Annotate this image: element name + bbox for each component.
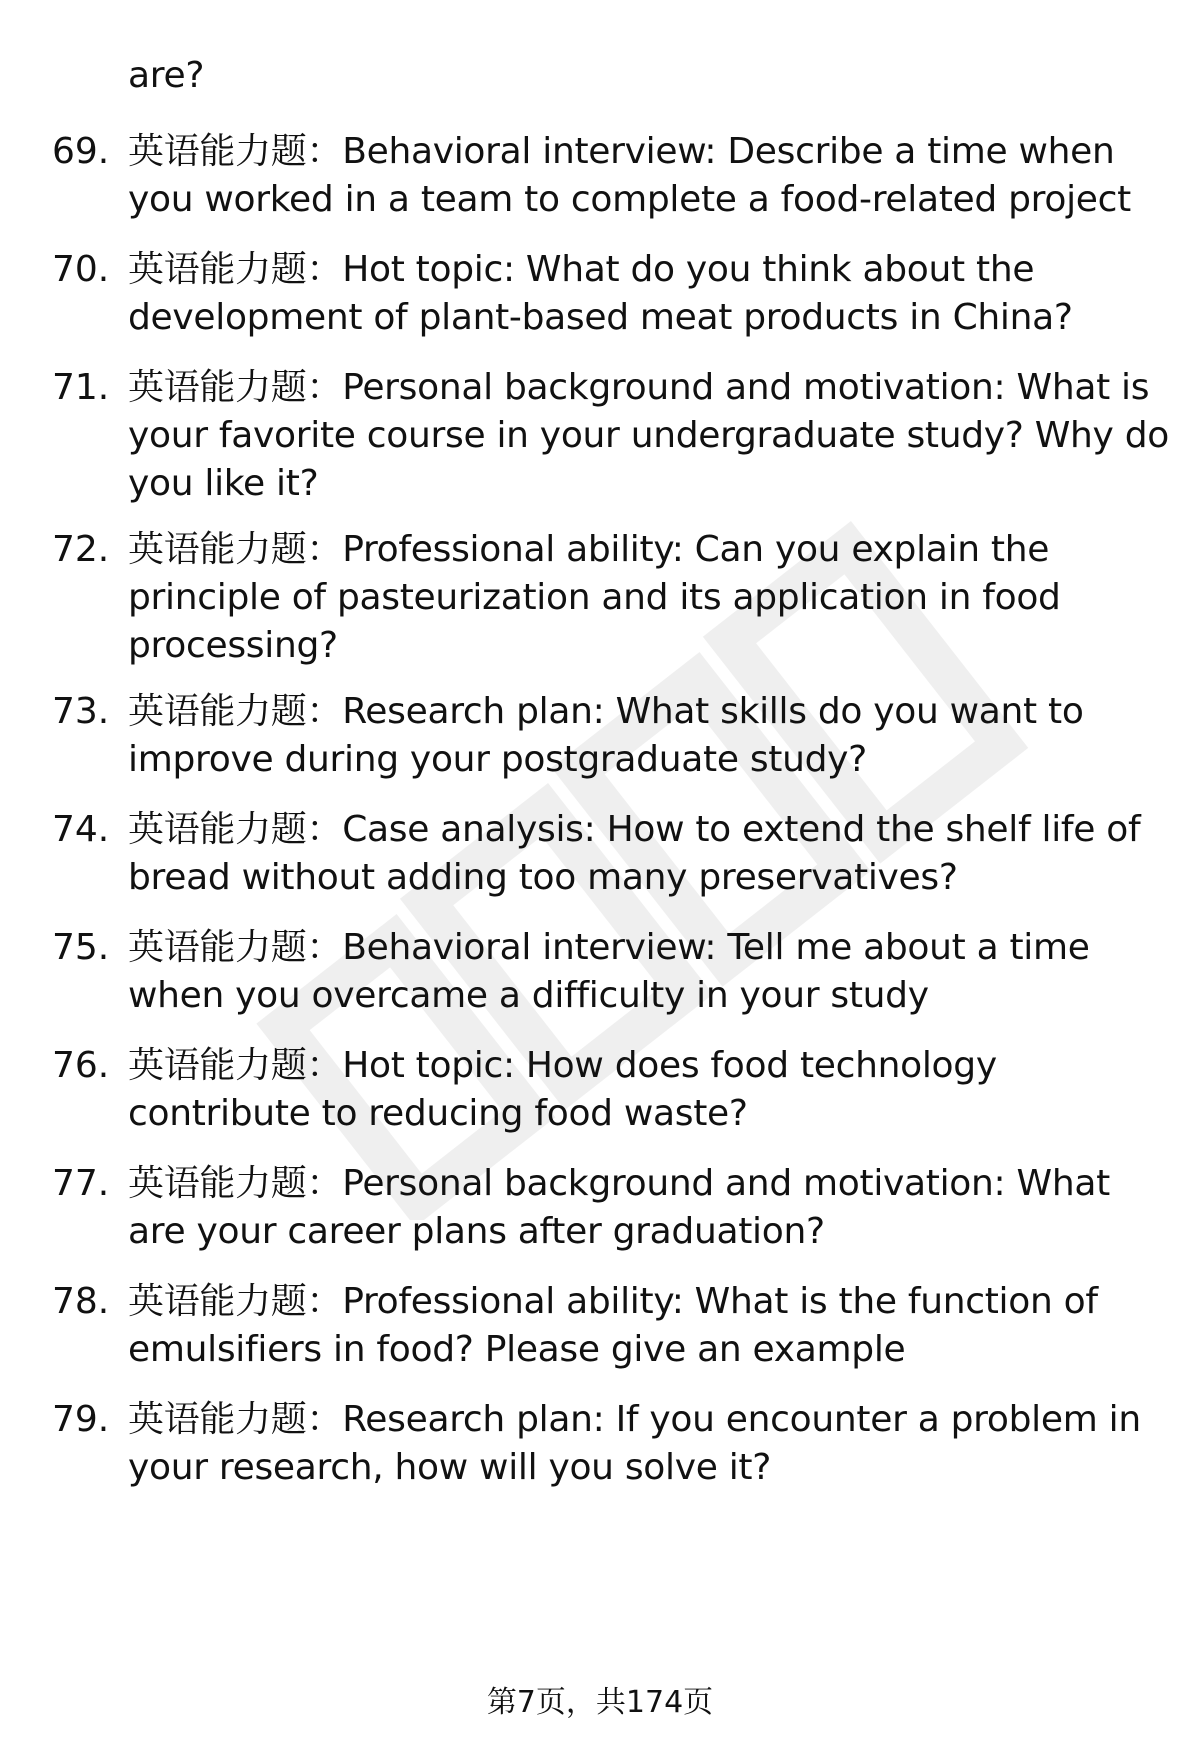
question-text-line: 英语能力题：Behavioral interview: Tell me about a time xyxy=(128,927,1090,968)
question-text-line: 英语能力题：Research plan: If you encounter a problem in xyxy=(128,1399,1141,1440)
question-text-line: 英语能力题：Personal background and motivation: What xyxy=(128,1163,1110,1204)
question-text-line: are your career plans after graduation? xyxy=(128,1211,825,1252)
question-text xyxy=(128,526,1158,670)
question-text xyxy=(128,1042,1158,1138)
question-number: 69. xyxy=(52,131,110,172)
question-text-line: contribute to reducing food waste? xyxy=(128,1093,748,1134)
question-text-line: improve during your postgraduate study? xyxy=(128,739,867,780)
question-text xyxy=(128,1160,1158,1256)
question-text-line: your research, how will you solve it? xyxy=(128,1447,772,1488)
question-text xyxy=(128,246,1158,342)
question-number: 72. xyxy=(52,529,110,570)
question-text-line: 英语能力题：Hot topic: What do you think about the xyxy=(128,249,1035,290)
question-text-line: 英语能力题：Behavioral interview: Describe a time when xyxy=(128,131,1115,172)
question-text xyxy=(128,128,1158,224)
question-text-line: 英语能力题：Professional ability: What is the function of xyxy=(128,1281,1098,1322)
question-text-line: emulsifiers in food? Please give an example xyxy=(128,1329,906,1370)
question-text-line: you worked in a team to complete a food-related project xyxy=(128,179,1131,220)
continuation-text: are? xyxy=(128,55,205,96)
question-text-line: 英语能力题：Professional ability: Can you explain the xyxy=(128,529,1050,570)
question-text xyxy=(128,688,1158,784)
question-text-line: processing? xyxy=(128,625,338,666)
question-number: 70. xyxy=(52,249,110,290)
question-number: 76. xyxy=(52,1045,110,1086)
question-text-line: 英语能力题：Hot topic: How does food technology xyxy=(128,1045,997,1086)
question-text xyxy=(128,1278,1158,1374)
question-text-line: 英语能力题：Case analysis: How to extend the shelf life of xyxy=(128,809,1141,850)
question-number: 79. xyxy=(52,1399,110,1440)
question-number: 78. xyxy=(52,1281,110,1322)
question-text-line: development of plant-based meat products in China? xyxy=(128,297,1073,338)
question-text xyxy=(128,1396,1158,1492)
question-text-line: you like it? xyxy=(128,463,319,504)
question-number: 73. xyxy=(52,691,110,732)
question-number: 75. xyxy=(52,927,110,968)
question-text-line: when you overcame a difficulty in your study xyxy=(128,975,929,1016)
question-number: 74. xyxy=(52,809,110,850)
question-text-line: 英语能力题：Research plan: What skills do you want to xyxy=(128,691,1084,732)
question-text-line: bread without adding too many preservatives? xyxy=(128,857,958,898)
question-number: 77. xyxy=(52,1163,110,1204)
question-text xyxy=(128,924,1158,1020)
question-text-line: your favorite course in your undergraduate study? Why do xyxy=(128,415,1169,456)
question-text xyxy=(128,364,1169,508)
question-text-line: 英语能力题：Personal background and motivation: What is xyxy=(128,367,1150,408)
page-footer: 第7页，共174页 xyxy=(486,1685,714,1720)
question-text xyxy=(128,806,1158,902)
question-number: 71. xyxy=(52,367,110,408)
question-text-line: principle of pasteurization and its application in food xyxy=(128,577,1061,618)
